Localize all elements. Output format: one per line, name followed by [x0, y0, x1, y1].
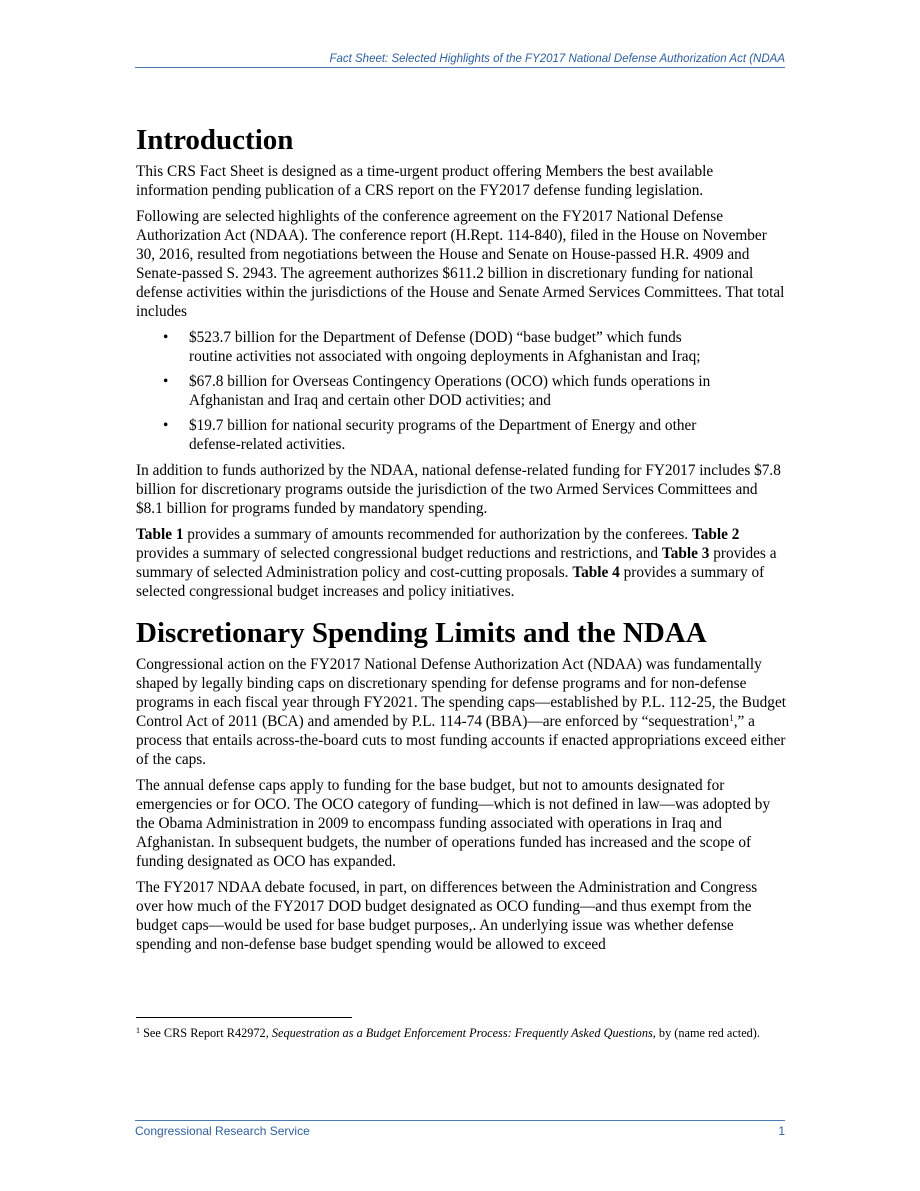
footnote-report-title: Sequestration as a Budget Enforcement Process: Frequently Asked Questions: [271, 1026, 653, 1040]
intro-paragraph-3: In addition to funds authorized by the NDAA, national defense-related funding for FY2017 includes $7.8 billion for discretionary programs outside the jurisdiction of the two Armed Services Committees and $8.1 billion for programs funded by mandatory spending.: [136, 462, 781, 517]
intro-paragraph-2: Following are selected highlights of the conference agreement on the FY2017 National Defense Authorization Act (NDAA). The conference report (H.Rept. 114-840), filed in the House on November 30, 2016, resulted from negotiations between the House and Senate on House-passed H.R. 4909 and Senate-passed S. 2943. The agreement authorizes $611.2 billion in discretionary funding for national defense activities within the jurisdictions of the House and Senate Armed Services Committees. That total includes: [136, 208, 785, 320]
bullet-icon: •: [163, 329, 169, 346]
table-2-text: provides a summary of selected congressional budget reductions and restrictions, and: [136, 545, 662, 562]
table-1-ref: Table 1: [136, 526, 184, 543]
page-number: 1: [778, 1124, 785, 1138]
discretionary-p1-text-b: ,” a process that entails across-the-board cuts to most funding accounts if enacted appropriations exceed either of the caps.: [136, 713, 786, 768]
table-4-ref: Table 4: [572, 564, 620, 581]
table-2-ref: Table 2: [691, 526, 740, 543]
table-3-text: provides a summary of selected Administration policy and cost-cutting proposals.: [136, 545, 777, 581]
footnote-marker: 1: [136, 1026, 140, 1035]
bullet-icon: •: [163, 417, 169, 434]
footnote-text-post: , by (name red acted).: [652, 1026, 760, 1040]
bullet-text: $19.7 billion for national security programs of the Department of Energy and other defense-related activities.: [189, 417, 697, 453]
bullet-icon: •: [163, 373, 169, 390]
discretionary-p1-text-a: Congressional action on the FY2017 National Defense Authorization Act (NDAA) was fundamentally shaped by legally binding caps on discretionary spending for defense programs and for non-defense programs in each fiscal year through FY2021. The spending caps—established by P.L. 112-25, the Budget Control Act of 2011 (BCA) and amended by P.L. 114-74 (BBA)—are enforced by “sequestration: [136, 656, 786, 730]
running-header: Fact Sheet: Selected Highlights of the FY2017 National Defense Authorization Act (NDAA: [135, 53, 785, 68]
discretionary-paragraph-2: The annual defense caps apply to funding for the base budget, but not to amounts designated for emergencies or for OCO. The OCO category of funding—which is not defined in law—was adopted by the Obama Administration in 2009 to encompass funding associated with operations in Iraq and Afghanistan. In subsequent budgets, the number of operations funded has increased and the scope of funding designated as OCO has expanded.: [136, 777, 771, 870]
discretionary-paragraph-1: [136, 655, 788, 769]
footnote-text-pre: See CRS Report R42972,: [140, 1026, 272, 1040]
intro-paragraph-tables: [136, 525, 788, 601]
bullet-text: $523.7 billion for the Department of Defense (DOD) “base budget” which funds routine activities not associated with ongoing deployments in Afghanistan and Iraq;: [189, 329, 701, 365]
table-3-ref: Table 3: [661, 545, 710, 562]
table-1-text: provides a summary of amounts recommended for authorization by the conferees.: [183, 526, 692, 543]
section-heading-discretionary: Discretionary Spending Limits and the NDAA: [136, 617, 707, 649]
discretionary-paragraph-3: The FY2017 NDAA debate focused, in part, on differences between the Administration and Congress over how much of the FY2017 DOD budget designated as OCO funding—and thus exempt from the budget caps—would be used for base budget purposes,. An underlying issue was whether defense spending and non-defense base budget spending would be allowed to exceed: [136, 879, 758, 953]
funding-bullet-list: [136, 328, 788, 454]
footnote-divider: [136, 1017, 352, 1018]
footnote: [136, 1025, 788, 1042]
list-item: [136, 416, 788, 454]
bullet-text: $67.8 billion for Overseas Contingency Operations (OCO) which funds operations in Afghanistan and Iraq and certain other DOD activities; and: [189, 373, 711, 409]
page-body: [136, 122, 788, 961]
list-item: [136, 372, 788, 410]
intro-paragraph-1: This CRS Fact Sheet is designed as a time-urgent product offering Members the best available information pending publication of a CRS report on the FY2017 defense funding legislation.: [136, 163, 714, 199]
section-heading-introduction: Introduction: [136, 124, 294, 156]
list-item: [136, 328, 788, 366]
table-4-text: provides a summary of selected congressional budget increases and policy initiatives.: [136, 564, 765, 600]
page-footer: [135, 1120, 785, 1138]
footer-organization: Congressional Research Service: [135, 1124, 310, 1138]
footnote-reference[interactable]: 1: [729, 713, 734, 723]
